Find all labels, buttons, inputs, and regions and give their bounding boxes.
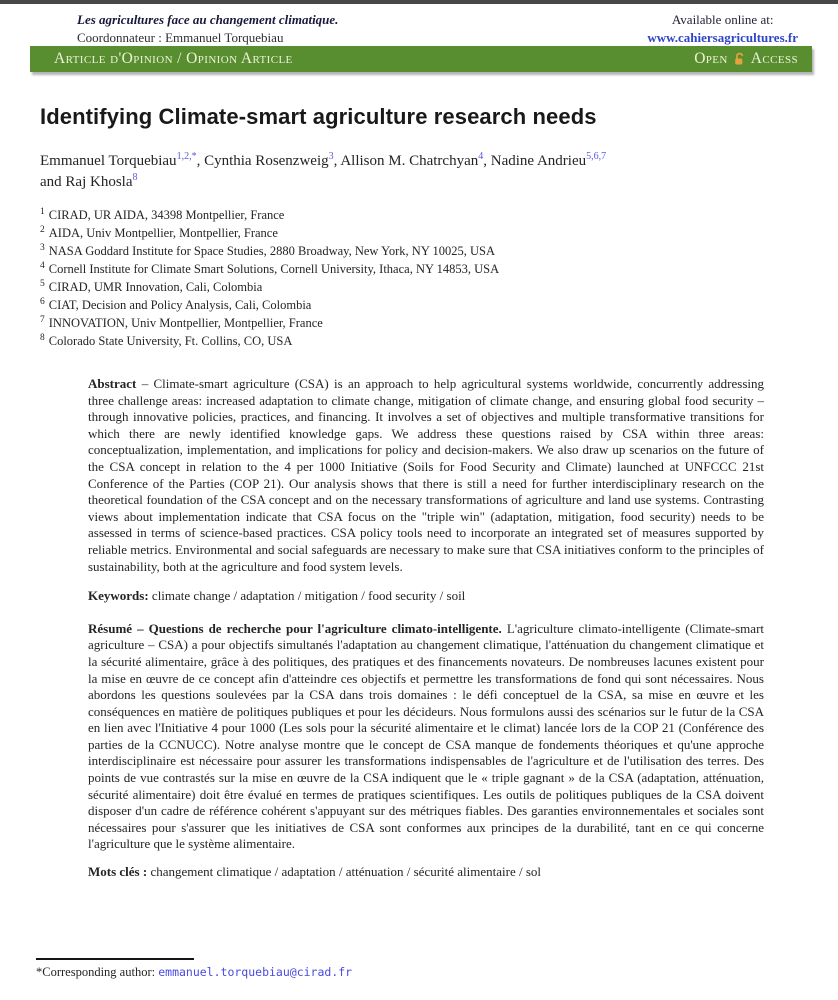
available-online-block <box>647 12 798 46</box>
affiliation-item <box>40 206 798 224</box>
resume-label-separator: – <box>132 620 149 636</box>
affiliation-item <box>40 332 798 350</box>
affiliation-text: AIDA, Univ Montpellier, Montpellier, France <box>48 226 278 240</box>
mots-cles-label: Mots clés : <box>88 864 148 880</box>
open-access-label-access: Access <box>750 50 798 67</box>
resume-text: L'agriculture climato-intelligente (Climate-smart agriculture – CSA) a pour objectifs simultanés l'adaptation au changement climatique, l'atténuation du changement climatique et la sécurité alimentaire, grâce à des politiques, des pratiques et des financements novateurs. De nombreuses lacunes existent pour la mise en œuvre de ce concept afin d'atteindre ces objectifs et permettre les transformations de fond qui sont nécessaires. Nous abordons les questions soulevées par la CSA dans trois domaines : le défi conceptuel de la CSA, sa mise en œuvre et les conséquences en matière de politiques publiques et pour les décideurs. Nous formulons aussi des scénarios sur le futur de la CSA en lien avec l'Initiative 4 pour 1000 (Les sols pour la sécurité alimentaire et le climat) lancée lors de la COP 21 (Conférence des parties de la CCNUCC). Notre analyse montre que le concept de CSA manque de fondements théoriques et qu'une approche interdisciplinaire est nécessaire pour assurer les transformations indispensables de l'agriculture et de l'utilisation des terres. Des points de vue contrastés sur la mise en œuvre de la CSA indiquent que le « triple gagnant » de la CSA (adaptation, atténuation, sécurité alimentaire) doit être évalué en termes de pratiques scientifiques. Les outils de politiques publiques de la CSA doivent disposer d'un cadre de référence cohérent s'appuyant sur des métriques fiables. Des garanties environnementales et sociales sont nécessaires pour s'assurer que les initiatives de CSA sont conformes aux principes de la durabilité, tant en ce qui concerne l'agriculture que le système alimentaire. <box>88 620 765 852</box>
affiliation-text: CIRAD, UMR Innovation, Cali, Colombia <box>48 280 263 294</box>
author-name: Nadine Andrieu <box>490 153 587 169</box>
affiliation-text: Colorado State University, Ft. Collins, CO, USA <box>48 334 293 348</box>
affiliation-item <box>40 242 798 260</box>
article-title: Identifying Climate-smart agriculture research needs <box>40 104 597 129</box>
author-affiliation-sup[interactable]: 1,2,* <box>176 151 197 162</box>
footnote-label: Corresponding author: <box>42 965 159 979</box>
abstract-label: Abstract <box>88 376 137 391</box>
open-access-lock-icon <box>733 52 746 66</box>
affiliation-number: 2 <box>40 224 45 235</box>
available-online-label: Available online at: <box>671 12 774 27</box>
affiliation-number: 3 <box>40 242 45 253</box>
author-separator: , <box>483 153 491 169</box>
keywords-line <box>88 588 764 605</box>
author-separator: , <box>333 153 341 169</box>
affiliation-text: CIAT, Decision and Policy Analysis, Cali, Colombia <box>48 298 312 312</box>
author-affiliation-sup[interactable]: 8 <box>132 172 138 183</box>
resume-paragraph <box>88 621 764 853</box>
affiliation-item <box>40 278 798 296</box>
affiliation-list <box>40 206 798 350</box>
author-affiliation-sup[interactable]: 5,6,7 <box>586 151 607 162</box>
mots-cles-line <box>88 864 764 881</box>
author-and-prefix: and <box>40 174 66 190</box>
affiliation-number: 6 <box>40 296 45 307</box>
abstract-label-separator: – <box>136 376 154 391</box>
series-title: Les agricultures face au changement climatique. <box>77 12 339 27</box>
keywords-label: Keywords: <box>88 588 149 604</box>
open-access-badge <box>694 50 798 68</box>
author-affiliation-sup[interactable]: 4 <box>478 151 484 162</box>
corresponding-author-footnote <box>36 958 352 980</box>
affiliation-number: 8 <box>40 332 45 343</box>
journal-website-link[interactable]: www.cahiersagricultures.fr <box>647 30 798 45</box>
series-coordinator: Coordonnateur : Emmanuel Torquebiau <box>77 30 284 45</box>
keywords-text: climate change / adaptation / mitigation / food security / soil <box>148 588 466 604</box>
affiliation-number: 7 <box>40 314 45 325</box>
affiliation-item <box>40 314 798 332</box>
abstract-text: Climate-smart agriculture (CSA) is an approach to help agricultural systems worldwide, concurrently addressing three challenge areas: increased adaptation to climate change, mitigation of climate change, and ensuring global food security – through innovative policies, practices, and financing. It involves a set of objectives and multiple transformative transitions for which there are newly identified knowledge gaps. We address these questions raised by CSA within three areas: conceptualization, implementation, and implications for policy and decision-makers. We also draw up scenarios on the future of the CSA concept in relation to the 4 per 1000 Initiative (Soils for Food Security and Climate) launched at UNFCCC 21st Conference of the Parties (COP 21). Our analysis shows that there is still a need for further interdisciplinary research on the theoretical foundation of the CSA concept and on the necessary transformations of agriculture and land use systems. Contrasting views about implementation indicate that CSA focus on the "triple win" (adaptation, mitigation, food security) needs to be assessed in terms of science-based practices. CSA policy tools need to incorporate an integrated set of measures supported by reliable metrics. Environmental and social safeguards are necessary to make sure that CSA initiatives conform to the principles of sustainability, both at the agriculture and food system levels. <box>88 376 765 574</box>
affiliation-text: Cornell Institute for Climate Smart Solutions, Cornell University, Ithaca, NY 14853, USA <box>48 262 500 276</box>
affiliation-item <box>40 260 798 278</box>
affiliation-text: CIRAD, UR AIDA, 34398 Montpellier, France <box>48 208 285 222</box>
author-name: Raj Khosla <box>65 174 133 190</box>
author-name: Emmanuel Torquebiau <box>40 153 177 169</box>
author-name: Cynthia Rosenzweig <box>204 153 329 169</box>
affiliation-number: 4 <box>40 260 45 271</box>
abstract-column <box>88 376 764 881</box>
page-top-border <box>0 0 838 4</box>
resume-heading: Questions de recherche pour l'agriculture climato-intelligente. <box>148 620 502 636</box>
author-separator: , <box>196 153 205 169</box>
affiliation-item <box>40 224 798 242</box>
article-type-label: Article d'Opinion / Opinion Article <box>54 50 293 67</box>
footnote-marker: * <box>36 965 43 979</box>
author-affiliation-sup[interactable]: 3 <box>328 151 334 162</box>
footnote-rule <box>36 958 194 960</box>
abstract-paragraph <box>88 376 764 575</box>
affiliation-number: 5 <box>40 278 45 289</box>
resume-label: Résumé <box>88 620 133 636</box>
affiliation-text: NASA Goddard Institute for Space Studies, 2880 Broadway, New York, NY 10025, USA <box>48 244 496 258</box>
article-type-banner <box>30 46 812 72</box>
affiliation-item <box>40 296 798 314</box>
author-name: Allison M. Chatrchyan <box>340 153 479 169</box>
open-access-label-open: Open <box>694 50 728 67</box>
corresponding-author-email[interactable]: emmanuel.torquebiau@cirad.fr <box>158 965 353 979</box>
affiliation-number: 1 <box>40 206 45 217</box>
mots-cles-text: changement climatique / adaptation / atténuation / sécurité alimentaire / sol <box>147 864 542 880</box>
author-list <box>40 151 798 193</box>
series-info <box>77 12 338 46</box>
journal-header <box>77 12 798 46</box>
affiliation-text: INNOVATION, Univ Montpellier, Montpellier, France <box>48 316 323 330</box>
